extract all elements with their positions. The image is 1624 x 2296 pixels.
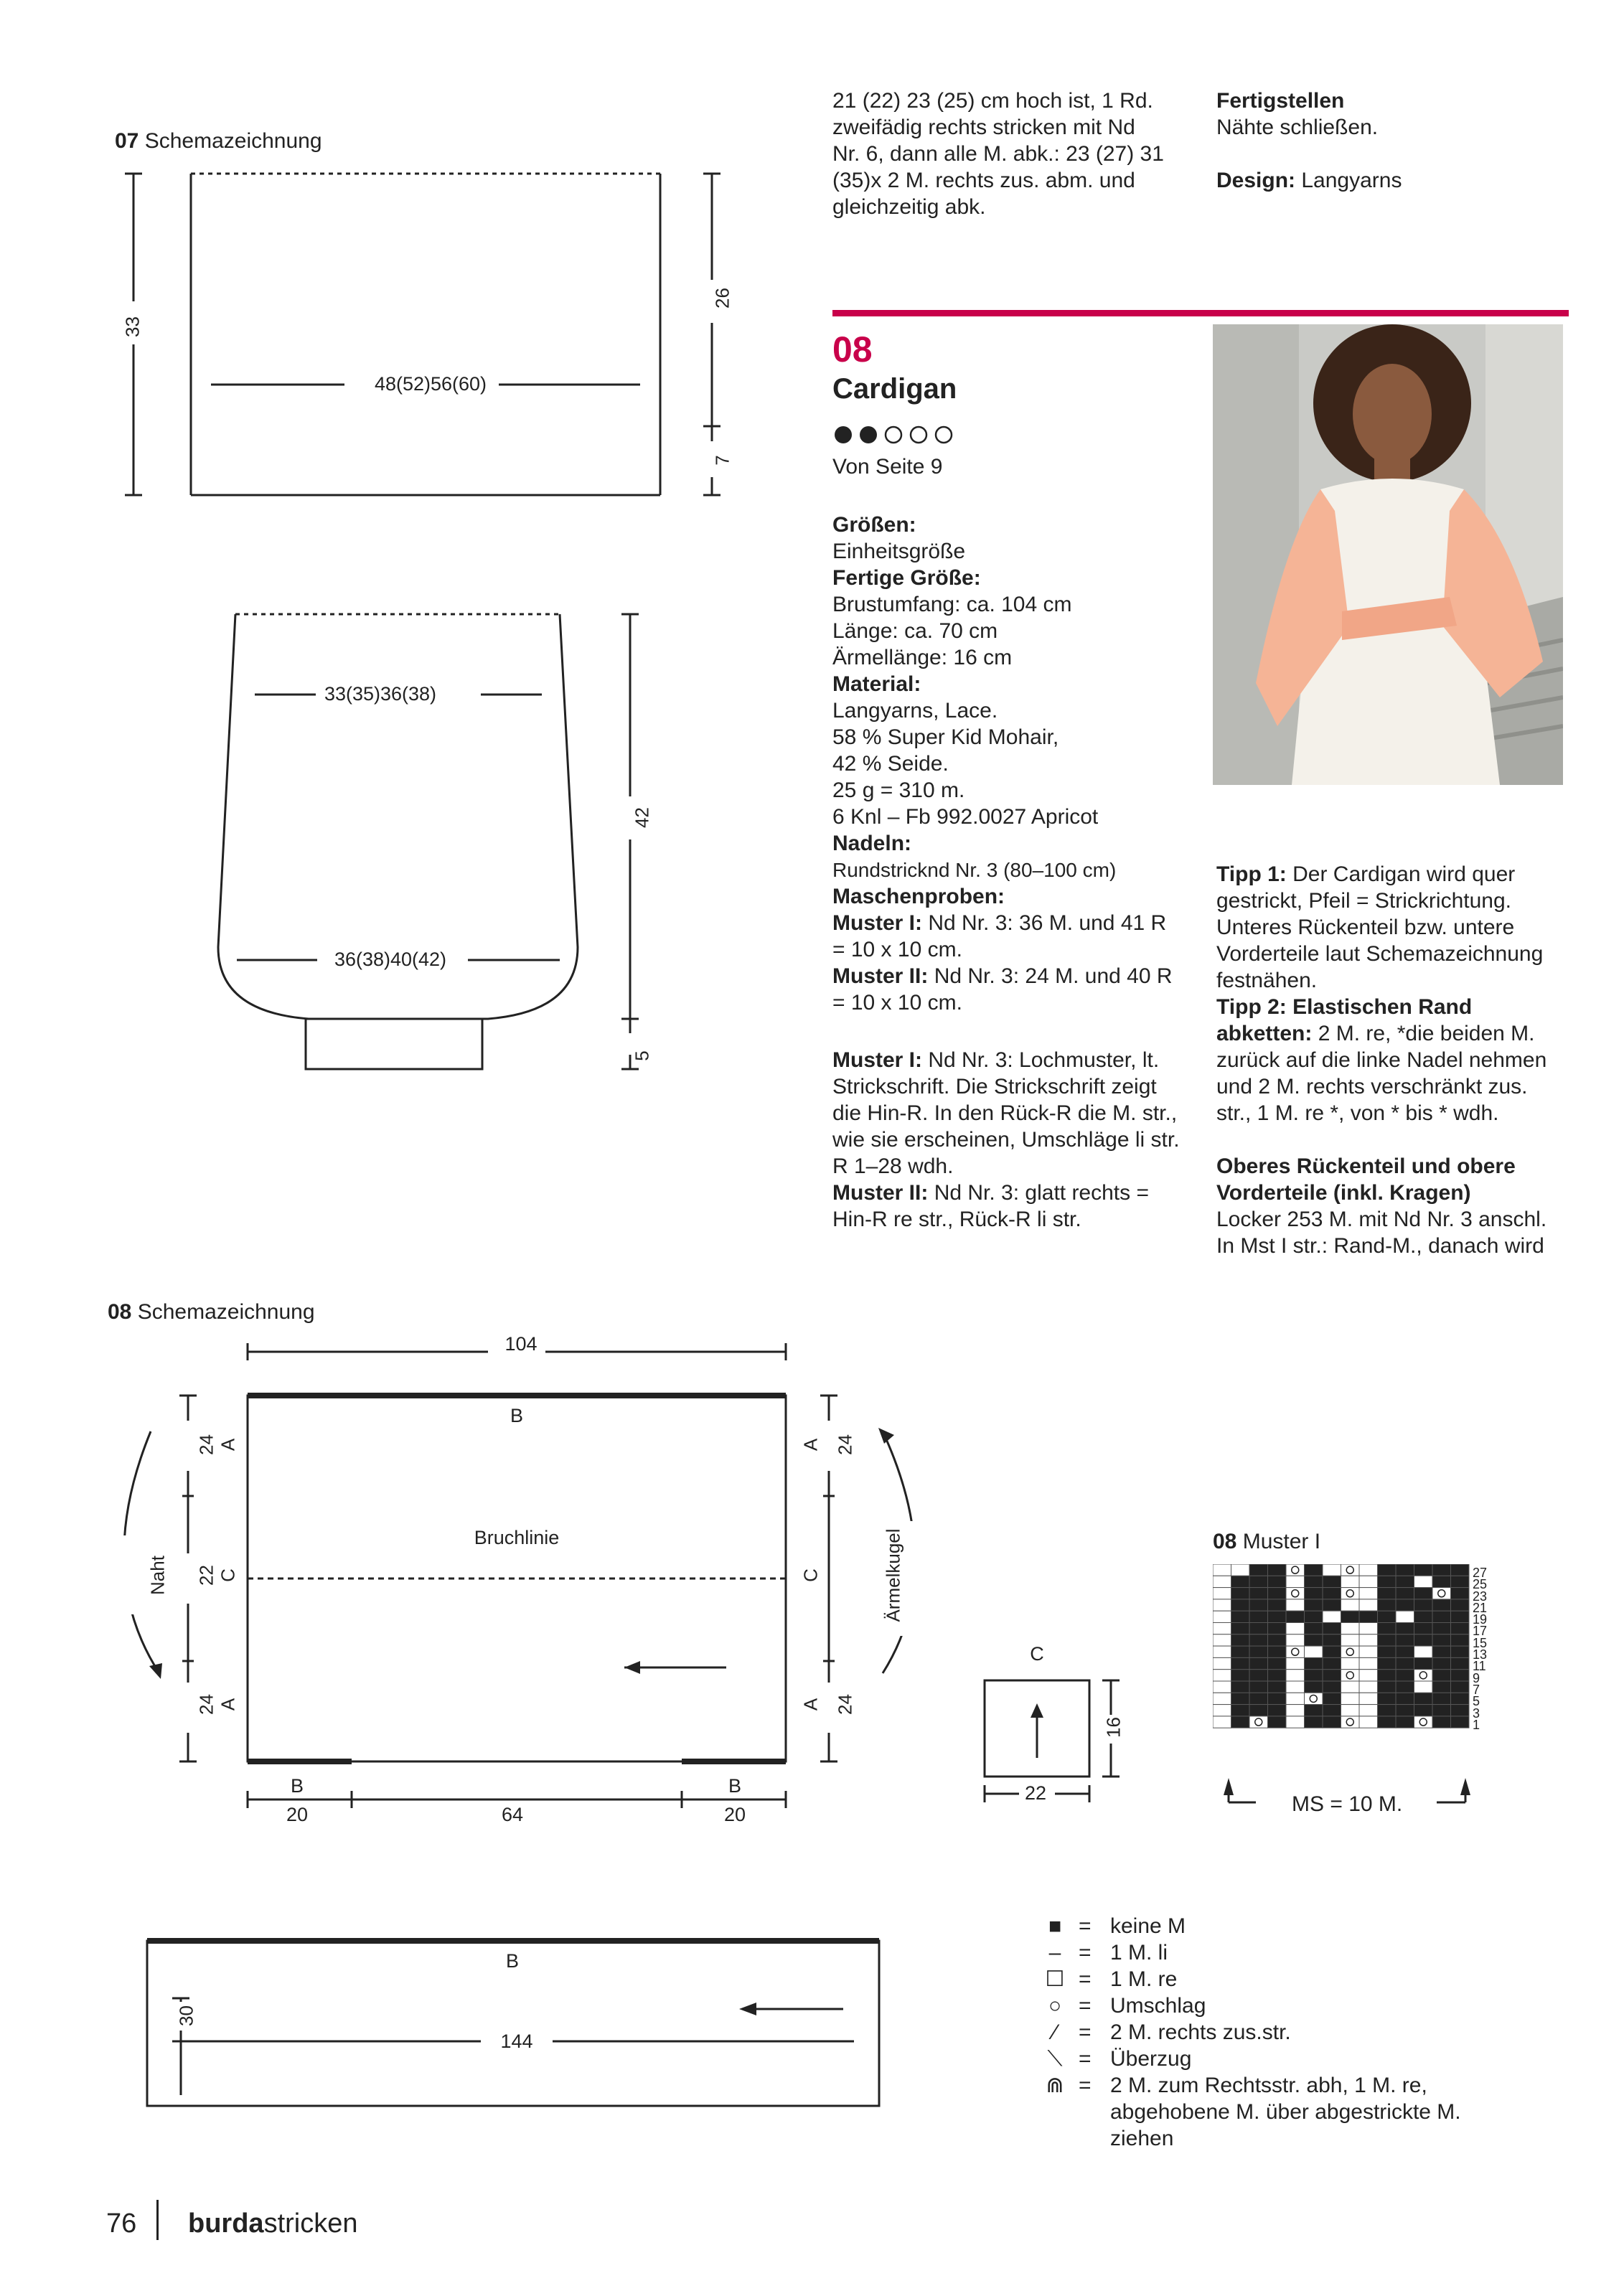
chart-cell: [1231, 1705, 1250, 1716]
chart-cell: [1213, 1705, 1231, 1716]
chart-cell: [1231, 1576, 1250, 1587]
chart-cell: [1359, 1588, 1378, 1599]
label-c-right: C: [799, 1568, 822, 1582]
chart-cell: [1378, 1623, 1397, 1634]
chart-cell: [1396, 1693, 1414, 1704]
dim-16: 16: [1102, 1717, 1125, 1738]
label-b-bottom-right: B: [728, 1775, 741, 1797]
chart-cell: [1432, 1623, 1451, 1634]
chart-cell: [1396, 1634, 1414, 1646]
specs-block: Größen: Einheitsgröße Fertige Größe: Brustumfang: ca. 104 cm Länge: ca. 70 cm Ärmellänge: 16 cm Material: Langyarns, Lace. 58 % Super Kid Mohair, 42 % Seide. 25 g = 310 m. 6 Knl – Fb 992.0027 Apricot Nadeln: Rundstricknd Nr. 3 (80–100 cm) Maschenproben: Muster I: Nd Nr. 3: 36 M. und 41 R = 10 x 10 cm. Muster II: Nd Nr. 3: 24 M. und 40 R = 10 x 10 cm.: [832, 513, 1173, 1015]
chart-cell: [1451, 1681, 1470, 1693]
legend-row: ■ = keine M: [1044, 1913, 1186, 1939]
chart-cell: [1451, 1611, 1470, 1622]
difficulty-dot-empty: [886, 427, 901, 443]
dim-64: 64: [501, 1804, 524, 1825]
chart-cell: [1249, 1693, 1268, 1704]
chart-cell: [1432, 1576, 1451, 1587]
chart-cell: [1378, 1588, 1397, 1599]
legend-row: ⁄ = 2 M. rechts zus.str.: [1044, 2019, 1291, 2046]
chart-cell: [1378, 1681, 1397, 1693]
chart-cell: [1286, 1576, 1305, 1587]
chart-cell: [1432, 1599, 1451, 1611]
chart-cell: [1323, 1576, 1341, 1587]
label-c-square: C: [1030, 1643, 1044, 1665]
chart-cell: [1341, 1634, 1360, 1646]
chart-cell: [1305, 1670, 1323, 1681]
legend-row-cont: ziehen: [1110, 2127, 1174, 2150]
chart-cell: [1451, 1657, 1470, 1669]
legend-row: ⟍ = Überzug: [1044, 2046, 1191, 2072]
chart-cell: [1231, 1634, 1250, 1646]
chart-cell: [1414, 1611, 1433, 1622]
chart-cell: [1286, 1657, 1305, 1669]
chart-cell: [1323, 1588, 1341, 1599]
chart-cell: [1432, 1611, 1451, 1622]
chart-cell: [1286, 1705, 1305, 1716]
chart-cell: [1341, 1576, 1360, 1587]
dim-20-right: 20: [723, 1804, 746, 1825]
chart-cell: [1432, 1634, 1451, 1646]
label-a-left-top: A: [217, 1438, 239, 1452]
chart-cell: [1396, 1657, 1414, 1669]
chart-cell: [1323, 1681, 1341, 1693]
chart-cell: [1432, 1564, 1451, 1576]
chart-cell: [1286, 1716, 1305, 1728]
chart-cell: [1231, 1646, 1250, 1657]
aermelkugel-label: Ärmelkugel: [882, 1528, 904, 1622]
chart-cell: [1323, 1611, 1341, 1622]
chart-cell: [1414, 1564, 1433, 1576]
chart-cell: [1231, 1564, 1250, 1576]
chart-cell: [1378, 1599, 1397, 1611]
chart-cell: [1432, 1716, 1451, 1728]
chart-cell: [1305, 1564, 1323, 1576]
chart-cell: [1268, 1588, 1287, 1599]
chart-cell: [1231, 1611, 1250, 1622]
dim-30: 30: [175, 2005, 197, 2026]
chart-cell: [1323, 1623, 1341, 1634]
chart-cell: [1286, 1693, 1305, 1704]
dim-24-right-top: 24: [834, 1434, 856, 1455]
chart-cell: [1359, 1564, 1378, 1576]
chart-cell: [1359, 1623, 1378, 1634]
chart-cell: [1286, 1681, 1305, 1693]
chart-cell: [1396, 1681, 1414, 1693]
chart-cell: [1213, 1693, 1231, 1704]
difficulty-dot-empty: [936, 427, 952, 443]
chart-cell: [1305, 1705, 1323, 1716]
chart-cell: [1414, 1599, 1433, 1611]
chart-cell: [1451, 1670, 1470, 1681]
chart-cell: [1378, 1693, 1397, 1704]
chart-cell: [1359, 1646, 1378, 1657]
chart-cell: [1396, 1670, 1414, 1681]
chart-cell: [1305, 1634, 1323, 1646]
arch-icon: ⋒: [1046, 2074, 1064, 2097]
chart-cell: [1268, 1646, 1287, 1657]
fertigstellen-block: [1216, 88, 1402, 194]
chart-cell: [1213, 1646, 1231, 1657]
chart-cell: [1378, 1611, 1397, 1622]
chart-cell: [1451, 1576, 1470, 1587]
chart-cell: [1323, 1599, 1341, 1611]
page-number: 76: [106, 2208, 137, 2239]
chart-cell: [1286, 1670, 1305, 1681]
dim-26: 26: [711, 288, 733, 309]
chart-cell: [1451, 1705, 1470, 1716]
muster1-chart: [1213, 1564, 1500, 1822]
chart-cell: [1305, 1681, 1323, 1693]
chart-cell: [1432, 1670, 1451, 1681]
chart-cell: [1359, 1634, 1378, 1646]
chart-cell: [1414, 1681, 1433, 1693]
chart-cell: [1268, 1693, 1287, 1704]
chart-cell: [1249, 1564, 1268, 1576]
dim-top-07: 33(35)36(38): [324, 683, 437, 705]
section07-heading: [115, 128, 322, 154]
chart-cell: [1359, 1670, 1378, 1681]
chart-cell: [1323, 1657, 1341, 1669]
chart-cell: [1213, 1576, 1231, 1587]
chart-cell: [1341, 1657, 1360, 1669]
chart-cell: [1414, 1646, 1433, 1657]
chart-cell: [1378, 1564, 1397, 1576]
chart-cell: [1286, 1599, 1305, 1611]
chart-cell: [1378, 1705, 1397, 1716]
chart-cell: [1341, 1611, 1360, 1622]
chart-cell: [1249, 1670, 1268, 1681]
chart-cell: [1231, 1623, 1250, 1634]
section07-heading-text: Schemazeichnung: [144, 129, 322, 153]
chart-cell: [1414, 1623, 1433, 1634]
empty-square-icon: ☐: [1045, 1967, 1065, 1991]
fertigstellen-text: Nähte schließen.: [1216, 116, 1379, 139]
chart-cell: [1378, 1716, 1397, 1728]
chart-cell: [1268, 1681, 1287, 1693]
dim-width-07: 48(52)56(60): [374, 373, 487, 395]
chart-cell: [1305, 1657, 1323, 1669]
dim-33: 33: [121, 316, 144, 337]
dim-bottom-07: 36(38)40(42): [334, 949, 447, 970]
accent-rule: [832, 310, 1569, 316]
chart-cell: [1268, 1564, 1287, 1576]
chart-cell: [1323, 1716, 1341, 1728]
dim-24-left-bottom: 24: [195, 1694, 217, 1715]
design-label: Design:: [1216, 169, 1296, 192]
chart-cell: [1396, 1576, 1414, 1587]
difficulty-rating: [832, 422, 969, 448]
article-title: Cardigan: [832, 373, 957, 405]
chart-cell: [1213, 1611, 1231, 1622]
chart-cell: [1359, 1611, 1378, 1622]
dim-20-left: 20: [286, 1804, 309, 1825]
chart-cell: [1268, 1576, 1287, 1587]
chart-cell: [1359, 1681, 1378, 1693]
label-b-top: B: [510, 1405, 523, 1426]
chart-cell: [1231, 1681, 1250, 1693]
chart-cell: [1451, 1646, 1470, 1657]
chart-cell: [1213, 1623, 1231, 1634]
dim-22-square: 22: [1024, 1782, 1047, 1804]
chart-cell: [1249, 1588, 1268, 1599]
chart-cell: [1341, 1623, 1360, 1634]
chart-cell: [1359, 1716, 1378, 1728]
chart-cell: [1341, 1705, 1360, 1716]
chart-cell: [1359, 1599, 1378, 1611]
muster1-row-labels: 27 25 23 21 19 17 15 13 11 9 7 5 3 1: [1473, 1566, 1488, 1732]
tips-block: Tipp 1: Der Cardigan wird quer gestrickt, Pfeil = Strickrichtung. Unteres Rückenteil bzw. untere Vorderteile laut Schemazeichnung festnähen. Tipp 2: Elastischen Rand abketten: 2 M. re, *die beiden M. zurück auf die linke Nadel nehmen und 2 M. rechts verschränkt zus. str., 1 M. re *, von * bis * wdh. Oberes Rückenteil und obere Vorderteile (inkl. Kragen) Locker 253 M. mit Nd Nr. 3 anschl. In Mst I str.: Rand-M., danach wird: [1216, 862, 1547, 1258]
chart-cell: [1323, 1564, 1341, 1576]
chart-cell: [1268, 1634, 1287, 1646]
chart-cell: [1359, 1657, 1378, 1669]
chart-cell: [1396, 1623, 1414, 1634]
chart-cell: [1213, 1564, 1231, 1576]
chart-cell: [1286, 1611, 1305, 1622]
chart-cell: [1268, 1705, 1287, 1716]
legend-row: – = 1 M. li: [1044, 1939, 1168, 1966]
chart-cell: [1268, 1611, 1287, 1622]
chart-cell: [1231, 1670, 1250, 1681]
muster-description: Muster I: Nd Nr. 3: Lochmuster, lt. Strickschrift. Die Strickschrift zeigt die Hin-R. In den Rück-R die M. str., wie sie erscheinen, Umschläge li str. R 1–28 wdh. Muster II: Nd Nr. 3: glatt rechts = Hin-R re str., Rück-R li str.: [832, 1048, 1180, 1231]
chart-cell: [1451, 1564, 1470, 1576]
chart-cell: [1378, 1646, 1397, 1657]
chart-cell: [1213, 1670, 1231, 1681]
chart-cell: [1249, 1623, 1268, 1634]
chart-cell: [1268, 1670, 1287, 1681]
chart-cell: [1414, 1657, 1433, 1669]
chart-cell: [1305, 1599, 1323, 1611]
dim-144: 144: [500, 2031, 533, 2052]
chart-cell: [1396, 1564, 1414, 1576]
chart-cell: [1359, 1705, 1378, 1716]
chart-cell: [1249, 1657, 1268, 1669]
chart-cell: [1378, 1576, 1397, 1587]
chart-cell: [1305, 1611, 1323, 1622]
chart-cell: [1231, 1588, 1250, 1599]
chart-cell: [1249, 1576, 1268, 1587]
chart-cell: [1396, 1611, 1414, 1622]
chart-cell: [1451, 1716, 1470, 1728]
label-a-right-top: A: [799, 1438, 822, 1452]
chart-cell: [1286, 1623, 1305, 1634]
schema07-sleeve-diagram: [201, 603, 675, 1091]
chart-cell: [1231, 1657, 1250, 1669]
chart-cell: [1378, 1657, 1397, 1669]
chart-cell: [1305, 1576, 1323, 1587]
chart-cell: [1396, 1599, 1414, 1611]
difficulty-dot-filled: [860, 426, 877, 443]
backslash-icon: ⟍: [1047, 2047, 1063, 2071]
chart-cell: [1378, 1670, 1397, 1681]
muster1-heading: 08 Muster I: [1213, 1530, 1321, 1553]
chart-cell: [1249, 1611, 1268, 1622]
dim-5: 5: [631, 1050, 653, 1061]
chart-cell: [1213, 1634, 1231, 1646]
label-b-strip: B: [505, 1950, 519, 1972]
chart-cell: [1396, 1646, 1414, 1657]
chart-cell: [1231, 1716, 1250, 1728]
dash-icon: –: [1048, 1941, 1061, 1965]
chart-cell: [1432, 1681, 1451, 1693]
naht-label: Naht: [146, 1556, 169, 1595]
chart-cell: [1323, 1705, 1341, 1716]
dim-104: 104: [504, 1333, 538, 1355]
chart-cell: [1213, 1681, 1231, 1693]
chart-cell: [1213, 1588, 1231, 1599]
circle-icon: ○: [1048, 1994, 1062, 2018]
slash-icon: ⁄: [1053, 2020, 1057, 2044]
chart-cell: [1268, 1599, 1287, 1611]
chart-cell: [1414, 1576, 1433, 1587]
legend-row: ☐ = 1 M. re: [1045, 1967, 1178, 1991]
from-page: Von Seite 9: [832, 455, 943, 479]
chart-cell: [1341, 1693, 1360, 1704]
chart-cell: [1249, 1705, 1268, 1716]
chart-cell: [1451, 1693, 1470, 1704]
filled-square-icon: ■: [1048, 1914, 1062, 1938]
chart-cell: [1414, 1705, 1433, 1716]
chart-cell: [1396, 1588, 1414, 1599]
chart-cell: [1213, 1599, 1231, 1611]
chart-cell: [1268, 1716, 1287, 1728]
chart-cell: [1305, 1623, 1323, 1634]
difficulty-dot-filled: [835, 426, 852, 443]
chart-cell: [1432, 1646, 1451, 1657]
design-value: Langyarns: [1301, 169, 1402, 192]
legend-row: ⋒ = 2 M. zum Rechtsstr. abh, 1 M. re,: [1044, 2072, 1427, 2099]
chart-cell: [1378, 1634, 1397, 1646]
muster1-grid: [1213, 1564, 1469, 1728]
chart-cell: [1359, 1693, 1378, 1704]
dim-24-right-bottom: 24: [834, 1694, 856, 1715]
chart-cell: [1249, 1681, 1268, 1693]
chart-cell: [1249, 1646, 1268, 1657]
chart-cell: [1231, 1599, 1250, 1611]
chart-cell: [1359, 1576, 1378, 1587]
dim-42: 42: [631, 807, 653, 828]
brand-logo: burdastricken: [188, 2208, 358, 2239]
chart-cell: [1286, 1634, 1305, 1646]
dim-22-left: 22: [195, 1565, 217, 1586]
fertigstellen-heading: Fertigstellen: [1216, 89, 1345, 113]
chart-cell: [1323, 1670, 1341, 1681]
chart-cell: [1305, 1588, 1323, 1599]
chart-cell: [1213, 1716, 1231, 1728]
chart-cell: [1414, 1588, 1433, 1599]
chart-cell: [1268, 1623, 1287, 1634]
chart-cell: [1249, 1599, 1268, 1611]
chart-cell: [1396, 1705, 1414, 1716]
chart-cell: [1432, 1705, 1451, 1716]
dim-7: 7: [711, 455, 733, 466]
bruchlinie-label: Bruchlinie: [474, 1527, 560, 1548]
chart-cell: [1451, 1599, 1470, 1611]
footer-divider: [156, 2200, 159, 2240]
chart-cell: [1213, 1657, 1231, 1669]
chart-cell: [1414, 1634, 1433, 1646]
label-c-left: C: [217, 1568, 239, 1582]
instruction-continued: 21 (22) 23 (25) cm hoch ist, 1 Rd. zweifädig rechts stricken mit Nd Nr. 6, dann alle M. abk.: 23 (27) 31 (35)x 2 M. rechts zus. abm. und gleichzeitig abk.: [832, 89, 1164, 219]
chart-cell: [1231, 1693, 1250, 1704]
chart-cell: [1323, 1634, 1341, 1646]
chart-cell: [1305, 1646, 1323, 1657]
label-a-right-bottom: A: [799, 1698, 822, 1711]
chart-cell: [1341, 1599, 1360, 1611]
chart-cell: [1451, 1634, 1470, 1646]
chart-cell: [1323, 1646, 1341, 1657]
chart-cell: [1451, 1588, 1470, 1599]
muster1-ms: MS = 10 M.: [1292, 1792, 1403, 1816]
legend-row-cont: abgehobene M. über abgestrickte M.: [1110, 2100, 1461, 2124]
label-a-left-bottom: A: [217, 1698, 239, 1711]
chart-cell: [1451, 1623, 1470, 1634]
chart-cell: [1323, 1693, 1341, 1704]
chart-cell: [1396, 1716, 1414, 1728]
cardigan-photo: [1213, 324, 1563, 785]
schema07-body-diagram: [108, 165, 754, 509]
chart-cell: [1249, 1634, 1268, 1646]
dim-24-left-top: 24: [195, 1434, 217, 1455]
chart-cell: [1432, 1657, 1451, 1669]
chart-cell: [1305, 1716, 1323, 1728]
chart-cell: [1414, 1693, 1433, 1704]
legend-row: ○ = Umschlag: [1044, 1992, 1206, 2019]
article-number: 08: [832, 329, 873, 370]
section07-heading-num: 07: [115, 129, 139, 153]
section08-heading: 08 Schemazeichnung: [108, 1300, 315, 1324]
chart-cell: [1341, 1681, 1360, 1693]
label-b-bottom-left: B: [290, 1775, 304, 1797]
chart-cell: [1432, 1693, 1451, 1704]
difficulty-dot-empty: [911, 427, 926, 443]
chart-cell: [1268, 1657, 1287, 1669]
